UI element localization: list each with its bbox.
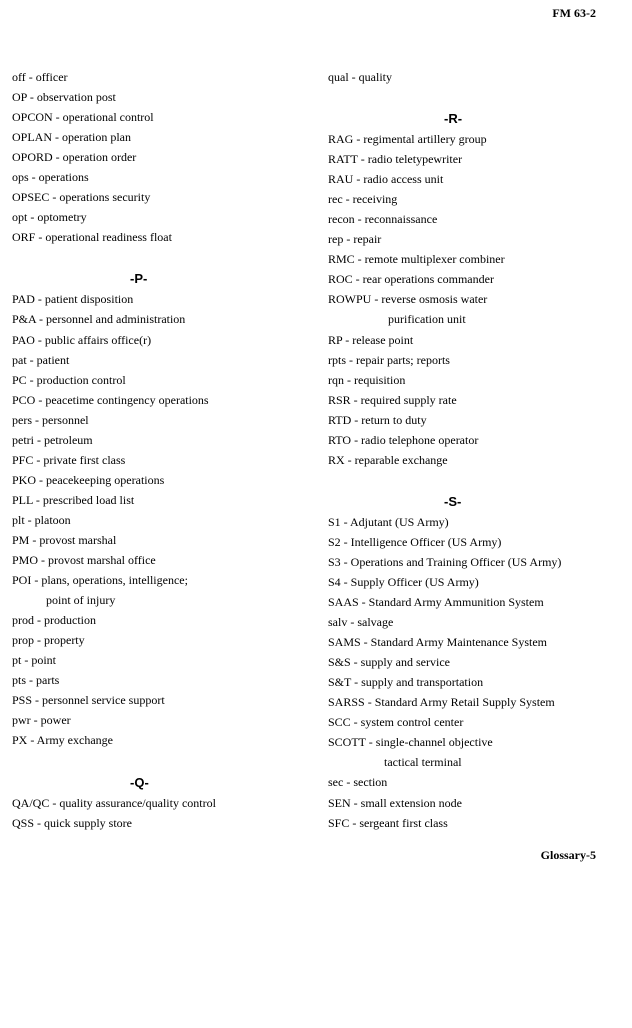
glossary-entry: PMO - provost marshal office (12, 553, 156, 568)
page-label: Glossary-5 (540, 848, 596, 862)
glossary-entry: SCOTT - single-channel objective (328, 735, 493, 750)
glossary-entry: RP - release point (328, 332, 414, 347)
glossary-entry: ops - operations (12, 170, 89, 185)
glossary-entry: rec - receiving (328, 192, 398, 207)
glossary-entry: off - officer (12, 70, 68, 84)
glossary-entry: OP - observation post (12, 90, 116, 105)
glossary-entry: S&T - supply and transportation (328, 675, 484, 690)
glossary-entry: PM - provost marshal (12, 532, 117, 547)
glossary-entry: pts - parts (12, 673, 60, 688)
glossary-entry: POI - plans, operations, intelligence; (12, 573, 188, 588)
glossary-entry: PAD - patient disposition (12, 292, 134, 307)
section-heading-p: -P- (130, 271, 148, 287)
glossary-entry: opt - optometry (12, 210, 87, 225)
glossary-entry: RAG - regimental artillery group (328, 132, 487, 147)
glossary-entry: SAMS - Standard Army Maintenance System (328, 635, 547, 650)
glossary-entry: rqn - requisition (328, 372, 406, 387)
glossary-left-column (12, 67, 302, 833)
glossary-entry: PLL - prescribed load list (12, 492, 135, 507)
glossary-entry: rpts - repair parts; reports (328, 352, 450, 367)
glossary-entry: petri - petroleum (12, 432, 93, 447)
glossary-entry: S4 - Supply Officer (US Army) (328, 574, 479, 589)
glossary-entry: PKO - peacekeeping operations (12, 472, 165, 487)
glossary-entry: RTD - return to duty (328, 412, 427, 427)
glossary-entry: PAO - public affairs office(r) (12, 332, 152, 347)
glossary-entry: pt - point (12, 653, 56, 668)
glossary-entry: RTO - radio telephone operator (328, 432, 479, 447)
glossary-entry: QSS - quick supply store (12, 815, 132, 830)
glossary-entry: rep - repair (328, 232, 382, 247)
glossary-entry: S3 - Operations and Training Officer (US Army) (328, 554, 562, 569)
section-heading-q: -Q- (130, 774, 149, 790)
glossary-entry: OPLAN - operation plan (12, 130, 131, 145)
glossary-entry: OPCON - operational control (12, 110, 154, 125)
glossary-entry: pers - personnel (12, 412, 89, 427)
glossary-entry: ROC - rear operations commander (328, 272, 494, 287)
glossary-entry: SEN - small extension node (328, 795, 462, 810)
glossary-entry: S2 - Intelligence Officer (US Army) (328, 534, 502, 549)
glossary-entry: ROWPU - reverse osmosis water (328, 292, 488, 307)
glossary-entry: SARSS - Standard Army Retail Supply System (328, 695, 555, 710)
glossary-entry: ORF - operational readiness float (12, 230, 172, 245)
glossary-entry: PSS - personnel service support (12, 693, 165, 708)
glossary-entry: PC - production control (12, 372, 126, 387)
glossary-entry: OPSEC - operations security (12, 190, 151, 205)
glossary-right-column (328, 67, 618, 833)
glossary-entry: prop - property (12, 633, 85, 648)
document-id: FM 63-2 (552, 6, 596, 20)
glossary-entry: SAAS - Standard Army Ammunition System (328, 595, 544, 610)
glossary-entry: RMC - remote multiplexer combiner (328, 252, 505, 267)
glossary-entry: recon - reconnaissance (328, 212, 438, 227)
glossary-entry-continuation: purification unit (388, 312, 466, 327)
glossary-entry: S&S - supply and service (328, 655, 450, 670)
glossary-entry: SCC - system control center (328, 715, 464, 730)
glossary-entry: QA/QC - quality assurance/quality control (12, 795, 216, 810)
glossary-entry: pat - patient (12, 352, 70, 367)
glossary-entry: plt - platoon (12, 512, 71, 527)
glossary-entry-continuation: tactical terminal (384, 755, 462, 770)
glossary-entry: sec - section (328, 775, 388, 790)
section-heading-s: -S- (444, 493, 462, 509)
glossary-entry: RATT - radio teletypewriter (328, 152, 463, 167)
glossary-entry: RSR - required supply rate (328, 392, 457, 407)
glossary-entry: RX - reparable exchange (328, 452, 448, 467)
glossary-entry: P&A - personnel and administration (12, 312, 186, 327)
glossary-entry: RAU - radio access unit (328, 172, 444, 187)
glossary-entry: OPORD - operation order (12, 150, 137, 165)
glossary-entry: prod - production (12, 613, 96, 628)
glossary-entry-continuation: point of injury (46, 593, 116, 608)
glossary-entry: salv - salvage (328, 615, 394, 630)
glossary-entry: pwr - power (12, 713, 71, 728)
glossary-entry: S1 - Adjutant (US Army) (328, 514, 449, 529)
glossary-entry: qual - quality (328, 70, 392, 84)
glossary-entry: SFC - sergeant first class (328, 815, 448, 830)
section-heading-r: -R- (444, 111, 463, 127)
glossary-entry: PX - Army exchange (12, 733, 113, 748)
glossary-entry: PFC - private first class (12, 452, 126, 467)
glossary-entry: PCO - peacetime contingency operations (12, 392, 209, 407)
